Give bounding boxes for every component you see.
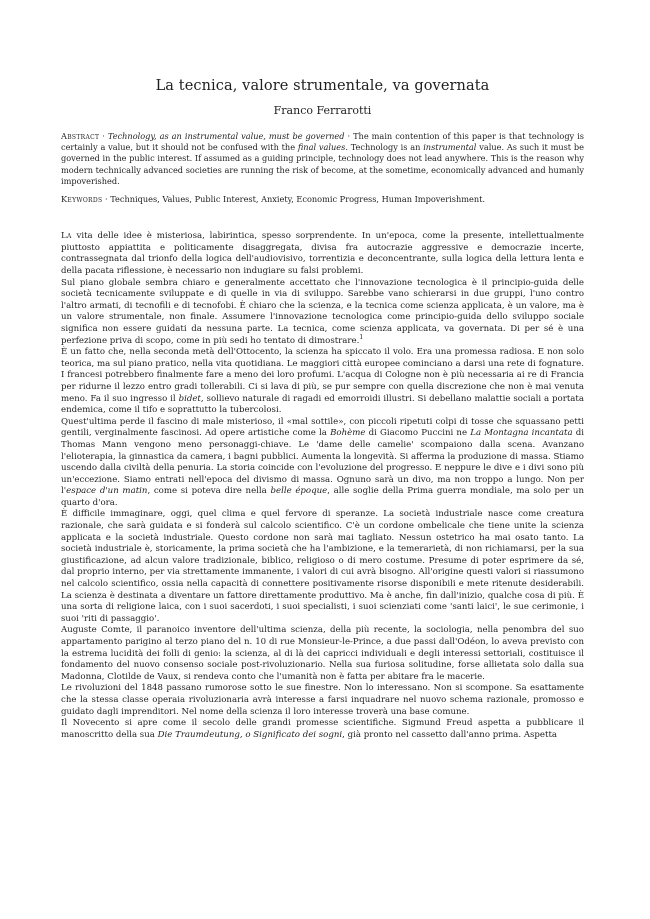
italic-title: La Montagna incantata (470, 428, 573, 439)
italic-term: bidet (178, 393, 201, 404)
abstract-text: value. As such it must be governed in the public interest. If assumed as a guiding principle, technology does not lead anywhere. This is the reason why modern technically advanced societies are running the risk of become, at the sometime, economically advanced and humanly impoverished. (61, 142, 584, 186)
paragraph-text: , sollievo naturale di ragadi ed emorroidi illustri. Si debellano malattie sociali a portata endemica, come il tifo e soprattutto la tubercolosi. (61, 393, 584, 416)
paragraph: Auguste Comte, il paranoico inventore dell'ultima scienza, della più recente, la sociologia, nella penombra del suo appartamento parigino al terzo piano del n. 10 di rue Monsieur-le-Prince, a due passi dall'Odéon, lo aveva previsto con la estrema lucidità dei folli di genio: la scienza, al di là dei capricci individuali e degli interessi settoriali, costituisce il fondamento del nuovo consenso sociale post-rivoluzionario. Nella sua furiosa solitudine, forse allietata solo dalla sua Madonna, Clotilde de Vaux, si rendeva conto che l'umanità non è fatta per abitare fra le macerie. (61, 625, 584, 682)
paragraph-text: Sul piano globale sembra chiaro e generalmente accettato che l'innovazione tecnologica è il principio-guida delle società tecnicamente sviluppate e di quelle in via di sviluppo. Sarebbe vano schierarsi in due gruppi, l'uno contro l'altro armati, di tecnofili e di tecnofobi. È chiaro che la scienza, e la tecnica come scienza applicata, è un valore, ma è un valore strumentale, non finale. Assumere l'innovazione tecnologica come principio-guida dello sviluppo sociale significa non essere guidati da nessuna parte. La tecnica, come scienza applicata, va governata. Di per sé è una perfezione priva di scopo, come in più sedi ho tentato di dimostrare. (61, 277, 584, 346)
paragraph-text: , già pronto nel cassetto dall'anno prima. Aspetta (342, 729, 558, 740)
paragraph: È difficile immaginare, oggi, quel clima e quel fervore di speranze. La società industriale nasce come creatura razionale, che sarà guidata e si fonderà sul calcolo scientifico. C'è un cordone ombelicale che tiene unite la scienza applicata e la società industriale. Questo cordone non sarà mai tagliato. Nessun ostetrico ha mai osato tanto. La società industriale è, storicamente, la prima società che ha l'ambizione, e la temerarietà, di non richiamarsi, per la sua giustificazione, ad alcun valore tradizionale, biblico, religioso o di mero costume. Presume di poter esprimere da sé, dal proprio interno, per via strettamente immanente, i valori di cui avrà bisogno. All'origine questi valori si riassumono nel calcolo scientifico, ossia nella capacità di connettere positivamente risorse disponibili e mete ritenute desiderabili. La scienza è destinata a diventare un fattore direttamente produttivo. Ma è anche, fin dall'inizio, qualche cosa di più. È una sorta di religione laica, con i suoi sacerdoti, i suoi specialisti, i suoi scienziati come 'santi laici', le sue cerimonie, i suoi 'riti di passaggio'. (61, 509, 584, 624)
abstract-text: · The main contention of this paper is that technology is certainly a value, but it should not be confused with the (61, 131, 585, 153)
abstract-label: Abstract (61, 131, 100, 141)
italic-title: Bohème (330, 428, 366, 439)
paragraph-text: Quest'ultima perde il fascino di male misterioso, il «mal sottile», con piccoli ripetuti colpi di tosse che squassano petti gentili, verginalmente fascinosi. Ad opere artistiche come la (61, 416, 584, 439)
paragraph (61, 231, 584, 277)
paragraph-text: È un fatto che, nella seconda metà dell'Ottocento, la scienza ha spiccato il volo. Era una promessa radiosa. E non solo teorica, ma sul piano pratico, nella vita quotidiana. Le maggiori città europee cominciano a darsi una rete di fognature. I francesi potrebbero finalmente fare a meno dei loro profumi. L'acqua di Cologne non è più necessaria ai re di Francia per ridurne il lezzo entro gradi tollerabili. Ci si lava di più, se pur sempre con quella discrezione che non è mai venuta meno. Fa il suo ingresso il (61, 347, 584, 404)
paragraph: Le rivoluzioni del 1848 passano rumorose sotto le sue finestre. Non lo interessano. Non si scompone. Sa esattamente che la stessa classe operaia rivoluzionaria avrà interesse a farsi inquadrare nel nuovo schema razionale, promosso e guidato dagli imprenditori. Nel nome della scienza il loro interesse troverà una base comune. (61, 683, 584, 717)
author-name: Franco Ferrarotti (273, 104, 372, 117)
abstract-text: . Technology is an (345, 142, 424, 153)
paragraph-text: di Giacomo Puccini ne (365, 428, 471, 439)
paragraph-text: , alle soglie della Prima guerra mondiale, ma solo per un quarto d'ora. (61, 486, 584, 508)
body-text (61, 231, 584, 741)
paragraph (61, 417, 584, 510)
keywords (61, 194, 584, 205)
abstract-emphasis: final values (297, 142, 346, 153)
paper-title: La tecnica, valore strumentale, va governata (155, 78, 490, 94)
italic-title: Die Traumdeutung, o Significato dei sogni (157, 729, 343, 740)
abstract-heading: Technology, as an instrumental value, must be governed (107, 131, 345, 141)
abstract-separator: · (99, 131, 108, 141)
footnote-marker: 1 (359, 333, 364, 341)
drop-cap: La (61, 231, 72, 242)
paragraph (61, 718, 584, 741)
paragraph-text: vita delle idee è misteriosa, labirintica, spesso sorprendente. In un'epoca, come la presente, intellettualmente piuttosto appiattita e politicamente disaggregata, divisa fra autocrazie aggressive e democrazie incerte, contrassegnata dal trionfo della logica dell'audiovisivo, torrentizia e deconcentrante, sulla logica della lettura lenta e della pacata riflessione, è necessario non indugiare su falsi problemi. (61, 231, 584, 276)
abstract-emphasis: instrumental (423, 142, 477, 153)
paragraph-text: Il Novecento si apre come il secolo delle grandi promesse scientifiche. Sigmund Freud aspetta a pubblicare il manoscritto della sua (61, 718, 584, 740)
paragraph-text: di Thomas Mann vengono meno personaggi-chiave. Le 'dame delle camelie' scompaiono dalla scena. Avanzano l'elioterapia, la ginnastica da camera, i bagni pubblici. Aumenta la longevità. Si afferma la produzione di massa. Stiamo uscendo dalla civiltà della penuria. La storia coincide con l'evoluzione del progresso. E neppure le dive e i divi sono più un'eccezione. Siamo entrati nell'epoca del divismo di massa. Ognuno sarà un divo, ma non troppo a lungo. Non per l' (61, 428, 585, 497)
paragraph-text: , come si poteva dire nella (147, 486, 271, 497)
paragraph (61, 347, 584, 417)
paragraph (61, 278, 584, 348)
keywords-label: Keywords (61, 194, 103, 205)
keywords-text: · Techniques, Values, Public Interest, Anxiety, Economic Progress, Human Impoverishment. (102, 194, 485, 205)
abstract (61, 131, 584, 187)
italic-term: belle époque (270, 486, 328, 497)
italic-term: espace d'un matin (66, 486, 148, 497)
